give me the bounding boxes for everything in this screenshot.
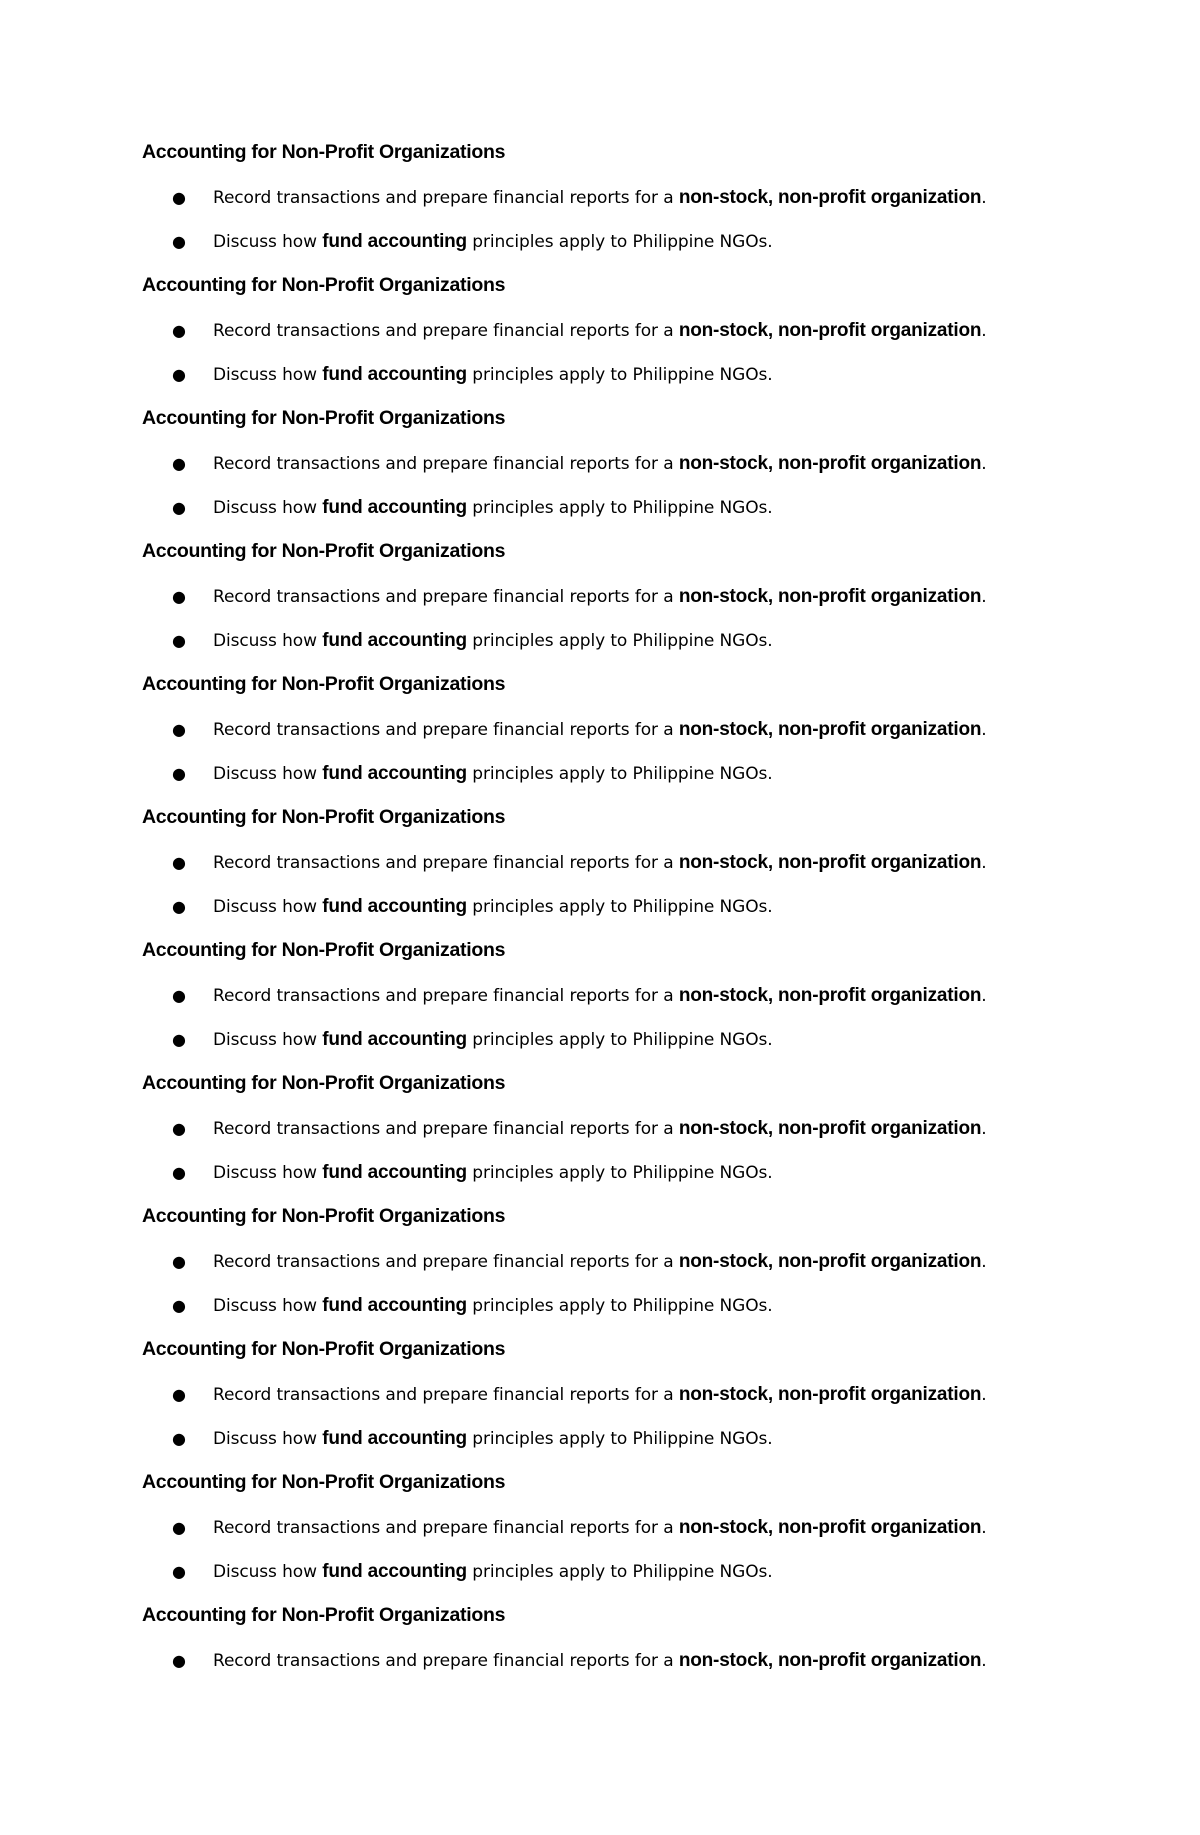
text-run: Discuss how — [213, 232, 323, 252]
text-run: Discuss how — [213, 1562, 323, 1582]
section — [142, 1202, 1082, 1335]
bold-text-run: fund accounting — [322, 1162, 467, 1183]
bullet-icon: ● — [172, 1562, 186, 1581]
bold-text-run: non-stock, non-profit organization — [678, 1650, 982, 1671]
bullet-icon: ● — [172, 986, 186, 1005]
bold-text-run: fund accounting — [322, 1561, 467, 1582]
section-heading: Accounting for Non-Profit Organizations — [142, 274, 506, 296]
text-run: Record transactions and prepare financial reports for a — [213, 1385, 679, 1405]
text-run: principles apply to Philippine NGOs. — [466, 232, 773, 252]
section — [142, 803, 1082, 936]
bullet-icon: ● — [172, 454, 186, 473]
list-item-text — [213, 1248, 987, 1276]
section — [142, 1601, 1082, 1734]
text-run: . — [981, 720, 987, 740]
bullet-icon: ● — [172, 1518, 186, 1537]
text-run: . — [981, 454, 987, 474]
bold-text-run: fund accounting — [322, 896, 467, 917]
text-run: Record transactions and prepare financial reports for a — [213, 986, 679, 1006]
bold-text-run: fund accounting — [322, 364, 467, 385]
bold-text-run: fund accounting — [322, 497, 467, 518]
section-heading: Accounting for Non-Profit Organizations — [142, 1205, 506, 1227]
text-run: Discuss how — [213, 764, 323, 784]
bullet-icon: ● — [172, 764, 186, 783]
list-item-text — [213, 760, 773, 788]
text-run: principles apply to Philippine NGOs. — [466, 764, 773, 784]
bullet-icon: ● — [172, 1296, 186, 1315]
bullet-icon: ● — [172, 631, 186, 650]
list-item-text — [213, 1558, 773, 1586]
bullet-icon: ● — [172, 1163, 186, 1182]
bold-text-run: non-stock, non-profit organization — [678, 1251, 982, 1272]
list-item-text — [213, 849, 987, 877]
text-run: Discuss how — [213, 1030, 323, 1050]
text-run: Discuss how — [213, 1429, 323, 1449]
text-run: principles apply to Philippine NGOs. — [466, 631, 773, 651]
text-run: . — [981, 587, 987, 607]
list-item-text — [213, 1381, 987, 1409]
section — [142, 936, 1082, 1069]
list-item-text — [213, 494, 773, 522]
text-run: . — [981, 853, 987, 873]
text-run: principles apply to Philippine NGOs. — [466, 1429, 773, 1449]
list-item-text — [213, 228, 773, 256]
bullet-icon: ● — [172, 1030, 186, 1049]
list-item-text — [213, 317, 987, 345]
bold-text-run: non-stock, non-profit organization — [678, 453, 982, 474]
bold-text-run: non-stock, non-profit organization — [678, 320, 982, 341]
text-run: . — [981, 1385, 987, 1405]
bold-text-run: fund accounting — [322, 231, 467, 252]
text-run: . — [981, 1119, 987, 1139]
bullet-icon: ● — [172, 321, 186, 340]
bullet-icon: ● — [172, 188, 186, 207]
section — [142, 537, 1082, 670]
text-run: . — [981, 321, 987, 341]
section-heading: Accounting for Non-Profit Organizations — [142, 540, 506, 562]
bold-text-run: non-stock, non-profit organization — [678, 852, 982, 873]
bullet-icon: ● — [172, 1385, 186, 1404]
text-run: principles apply to Philippine NGOs. — [466, 1163, 773, 1183]
list-item-text — [213, 1514, 987, 1542]
text-run: principles apply to Philippine NGOs. — [466, 1296, 773, 1316]
text-run: . — [981, 188, 987, 208]
text-run: Discuss how — [213, 631, 323, 651]
section-heading: Accounting for Non-Profit Organizations — [142, 141, 506, 163]
text-run: principles apply to Philippine NGOs. — [466, 1562, 773, 1582]
text-run: Record transactions and prepare financial reports for a — [213, 1518, 679, 1538]
text-run: Record transactions and prepare financial reports for a — [213, 1651, 679, 1671]
text-run: Record transactions and prepare financial reports for a — [213, 188, 679, 208]
bold-text-run: non-stock, non-profit organization — [678, 187, 982, 208]
bullet-icon: ● — [172, 1429, 186, 1448]
text-run: Discuss how — [213, 365, 323, 385]
section — [142, 1069, 1082, 1202]
bullet-icon: ● — [172, 1651, 186, 1670]
text-run: principles apply to Philippine NGOs. — [466, 897, 773, 917]
section — [142, 138, 1082, 271]
bold-text-run: fund accounting — [322, 763, 467, 784]
bold-text-run: fund accounting — [322, 630, 467, 651]
list-item-text — [213, 627, 773, 655]
section — [142, 1335, 1082, 1468]
text-run: principles apply to Philippine NGOs. — [466, 1030, 773, 1050]
list-item-text — [213, 450, 987, 478]
list-item-text — [213, 361, 773, 389]
bullet-icon: ● — [172, 498, 186, 517]
section-heading: Accounting for Non-Profit Organizations — [142, 806, 506, 828]
text-run: principles apply to Philippine NGOs. — [466, 365, 773, 385]
bold-text-run: non-stock, non-profit organization — [678, 985, 982, 1006]
bullet-icon: ● — [172, 1119, 186, 1138]
bullet-icon: ● — [172, 1252, 186, 1271]
list-item-text — [213, 184, 987, 212]
bullet-icon: ● — [172, 587, 186, 606]
bold-text-run: non-stock, non-profit organization — [678, 1517, 982, 1538]
text-run: principles apply to Philippine NGOs. — [466, 498, 773, 518]
text-run: Record transactions and prepare financial reports for a — [213, 454, 679, 474]
text-run: Record transactions and prepare financial reports for a — [213, 1252, 679, 1272]
bold-text-run: non-stock, non-profit organization — [678, 1384, 982, 1405]
bullet-icon: ● — [172, 897, 186, 916]
text-run: . — [981, 986, 987, 1006]
list-item-text — [213, 1115, 987, 1143]
text-run: Discuss how — [213, 1296, 323, 1316]
document-body — [142, 138, 1082, 1734]
section-heading: Accounting for Non-Profit Organizations — [142, 1471, 506, 1493]
list-item-text — [213, 1425, 773, 1453]
list-item-text — [213, 583, 987, 611]
bold-text-run: fund accounting — [322, 1029, 467, 1050]
bold-text-run: fund accounting — [322, 1428, 467, 1449]
bold-text-run: fund accounting — [322, 1295, 467, 1316]
section — [142, 404, 1082, 537]
list-item-text — [213, 1647, 987, 1675]
section-heading: Accounting for Non-Profit Organizations — [142, 1338, 506, 1360]
text-run: Record transactions and prepare financial reports for a — [213, 587, 679, 607]
text-run: Discuss how — [213, 1163, 323, 1183]
text-run: Record transactions and prepare financial reports for a — [213, 1119, 679, 1139]
text-run: Record transactions and prepare financial reports for a — [213, 321, 679, 341]
text-run: . — [981, 1518, 987, 1538]
section-heading: Accounting for Non-Profit Organizations — [142, 939, 506, 961]
section — [142, 670, 1082, 803]
list-item-text — [213, 982, 987, 1010]
list-item-text — [213, 893, 773, 921]
bold-text-run: non-stock, non-profit organization — [678, 719, 982, 740]
list-item-text — [213, 1026, 773, 1054]
text-run: Record transactions and prepare financial reports for a — [213, 720, 679, 740]
text-run: . — [981, 1252, 987, 1272]
section — [142, 271, 1082, 404]
text-run: . — [981, 1651, 987, 1671]
text-run: Record transactions and prepare financial reports for a — [213, 853, 679, 873]
bold-text-run: non-stock, non-profit organization — [678, 1118, 982, 1139]
section-heading: Accounting for Non-Profit Organizations — [142, 1604, 506, 1626]
section-heading: Accounting for Non-Profit Organizations — [142, 407, 506, 429]
list-item-text — [213, 1292, 773, 1320]
section — [142, 1468, 1082, 1601]
list-item-text — [213, 716, 987, 744]
bullet-icon: ● — [172, 853, 186, 872]
bullet-icon: ● — [172, 720, 186, 739]
text-run: Discuss how — [213, 897, 323, 917]
section-heading: Accounting for Non-Profit Organizations — [142, 673, 506, 695]
bullet-icon: ● — [172, 232, 186, 251]
section-heading: Accounting for Non-Profit Organizations — [142, 1072, 506, 1094]
bullet-icon: ● — [172, 365, 186, 384]
list-item-text — [213, 1159, 773, 1187]
text-run: Discuss how — [213, 498, 323, 518]
bold-text-run: non-stock, non-profit organization — [678, 586, 982, 607]
